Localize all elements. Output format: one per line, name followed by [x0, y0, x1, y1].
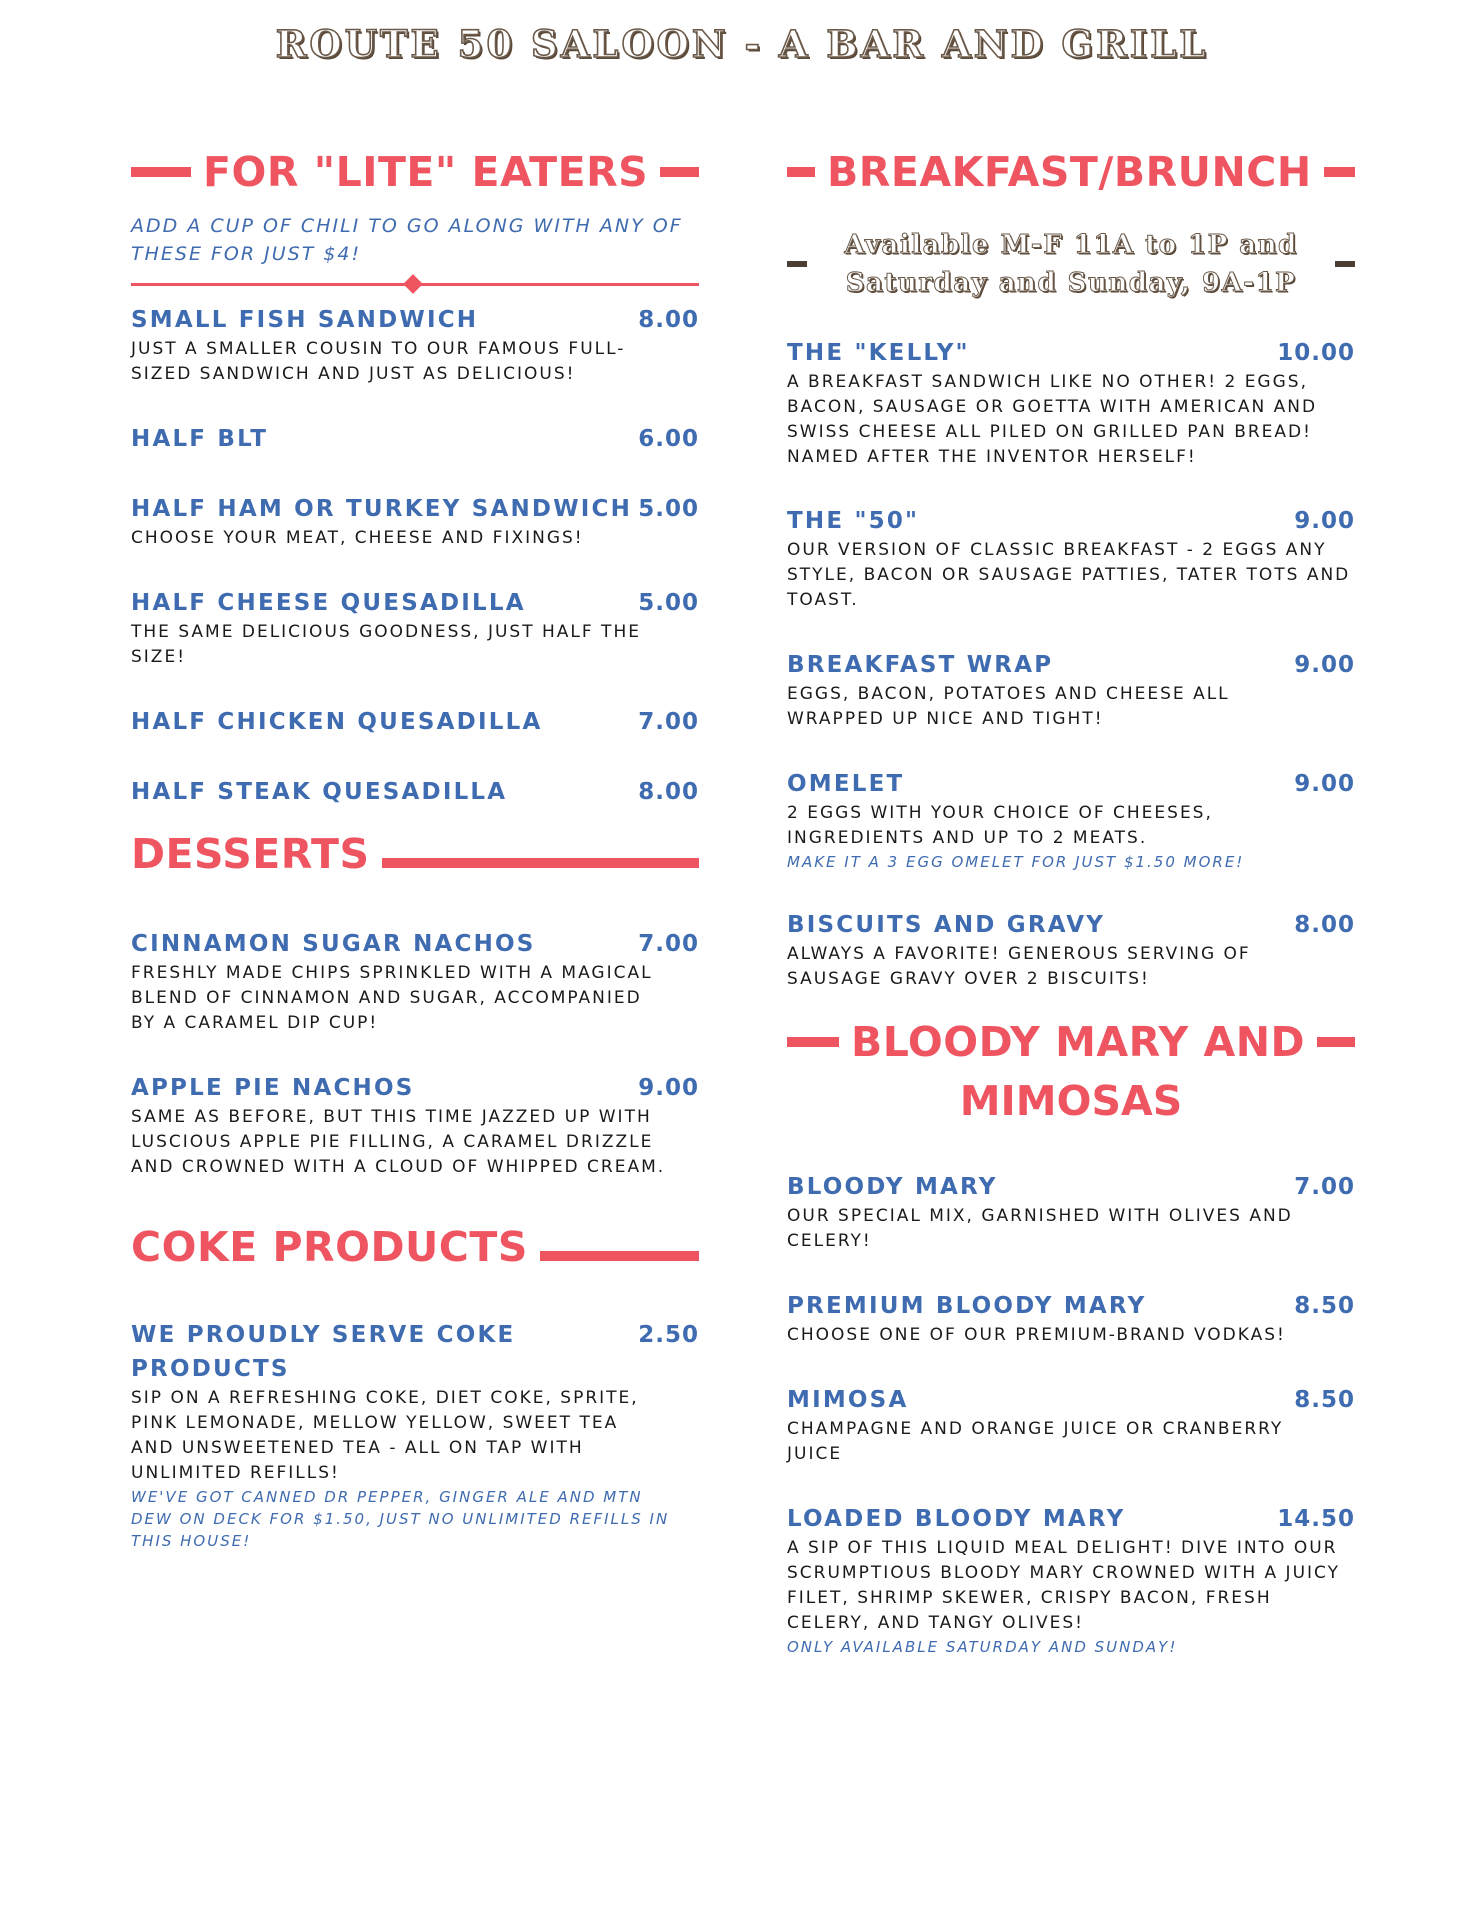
item-description: EGGS, BACON, POTATOES AND CHEESE ALL WRAPPED UP NICE AND TIGHT! — [787, 684, 1230, 729]
menu-item — [787, 767, 1355, 873]
item-note: WE'VE GOT CANNED DR PEPPER, GINGER ALE AND MTN DEW ON DECK FOR $1.50, JUST NO UNLIMITED REFILLS IN THIS HOUSE! — [131, 1488, 670, 1550]
divider-diamond — [403, 274, 423, 294]
heading-bar — [787, 1037, 839, 1047]
item-price: 9.00 — [1294, 771, 1355, 797]
item-description: OUR VERSION OF CLASSIC BREAKFAST - 2 EGGS ANY STYLE, BACON OR SAUSAGE PATTIES, TATER TOTS AND TOAST. — [787, 540, 1351, 610]
item-price: 8.50 — [1294, 1387, 1355, 1413]
page-title: ROUTE 50 SALOON - A BAR AND GRILL — [275, 22, 1209, 66]
item-price: 8.50 — [1294, 1293, 1355, 1319]
heading-bar — [660, 167, 699, 177]
menu-item — [131, 1071, 699, 1180]
menu-item — [131, 1318, 699, 1552]
item-price: 9.00 — [1294, 508, 1355, 534]
item-name: BLOODY MARY — [787, 1174, 998, 1200]
item-description: CHOOSE YOUR MEAT, CHEESE AND FIXINGS! — [131, 528, 584, 548]
menu-item — [131, 705, 699, 739]
heading-bar — [382, 858, 700, 868]
item-price: 14.50 — [1277, 1506, 1355, 1532]
item-name: CINNAMON SUGAR NACHOS — [131, 931, 536, 957]
item-price: 9.00 — [1294, 652, 1355, 678]
menu-item — [787, 1170, 1355, 1254]
menu-item — [131, 492, 699, 551]
section-heading-desserts — [131, 830, 699, 878]
item-price: 6.00 — [638, 426, 699, 452]
item-price: 9.00 — [638, 1075, 699, 1101]
item-description: CHAMPAGNE AND ORANGE JUICE OR CRANBERRY JUICE — [787, 1419, 1284, 1464]
item-name: THE "50" — [787, 508, 920, 534]
item-price: 7.00 — [638, 709, 699, 735]
menu-item — [787, 908, 1355, 992]
item-name: OMELET — [787, 771, 905, 797]
item-name: BISCUITS AND GRAVY — [787, 912, 1106, 938]
item-price: 10.00 — [1277, 340, 1355, 366]
item-name: APPLE PIE NACHOS — [131, 1075, 415, 1101]
item-description: SIP ON A REFRESHING COKE, DIET COKE, SPRITE, PINK LEMONADE, MELLOW YELLOW, SWEET TEA AND UNSWEETENED TEA - ALL ON TAP WITH UNLIMITED REFILLS! — [131, 1388, 639, 1483]
item-description: THE SAME DELICIOUS GOODNESS, JUST HALF THE SIZE! — [131, 622, 641, 667]
item-description: FRESHLY MADE CHIPS SPRINKLED WITH A MAGICAL BLEND OF CINNAMON AND SUGAR, ACCOMPANIED BY A CARAMEL DIP CUP! — [131, 963, 653, 1033]
section-heading-lite — [131, 148, 699, 196]
menu-item — [787, 1383, 1355, 1467]
item-name: HALF HAM OR TURKEY SANDWICH — [131, 496, 633, 522]
availability-notice — [787, 226, 1355, 302]
item-name: SMALL FISH SANDWICH — [131, 307, 479, 333]
menu-item — [787, 648, 1355, 732]
section-heading-breakfast — [787, 148, 1355, 196]
item-description: A BREAKFAST SANDWICH LIKE NO OTHER! 2 EGGS, BACON, SAUSAGE OR GOETTA WITH AMERICAN AND SWISS CHEESE ALL PILED ON GRILLED PAN BREAD! NAMED AFTER THE INVENTOR HERSELF! — [787, 372, 1318, 467]
item-name: THE "KELLY" — [787, 340, 970, 366]
menu-item — [787, 504, 1355, 613]
item-description: OUR SPECIAL MIX, GARNISHED WITH OLIVES AND CELERY! — [787, 1206, 1293, 1251]
bloody-heading-line2: MIMOSAS — [959, 1077, 1183, 1125]
heading-bar — [540, 1251, 699, 1261]
heading-bar — [787, 167, 815, 177]
availability-dash — [1335, 261, 1355, 267]
item-name: MIMOSA — [787, 1387, 909, 1413]
item-price: 8.00 — [638, 779, 699, 805]
lite-heading: FOR "LITE" EATERS — [203, 148, 649, 196]
item-name: WE PROUDLY SERVE COKE PRODUCTS — [131, 1322, 516, 1382]
availability-text: Available M-F 11A to 1P and Saturday and Sunday, 9A-1P — [844, 230, 1298, 298]
item-name: HALF CHEESE QUESADILLA — [131, 590, 526, 616]
item-price: 5.00 — [638, 496, 699, 522]
item-description: ALWAYS A FAVORITE! GENEROUS SERVING OF SAUSAGE GRAVY OVER 2 BISCUITS! — [787, 944, 1251, 989]
item-price: 2.50 — [638, 1322, 699, 1348]
item-price: 8.00 — [1294, 912, 1355, 938]
menu-item — [131, 927, 699, 1036]
item-note: MAKE IT A 3 EGG OMELET FOR JUST $1.50 MORE! — [787, 853, 1245, 871]
heading-bar — [131, 167, 191, 177]
menu-item — [787, 1502, 1355, 1658]
item-name: LOADED BLOODY MARY — [787, 1506, 1126, 1532]
item-description: 2 EGGS WITH YOUR CHOICE OF CHEESES, INGREDIENTS AND UP TO 2 MEATS. — [787, 803, 1213, 848]
item-description: SAME AS BEFORE, BUT THIS TIME JAZZED UP WITH LUSCIOUS APPLE PIE FILLING, A CARAMEL DRIZZLE AND CROWNED WITH A CLOUD OF WHIPPED CREAM. — [131, 1107, 666, 1177]
item-price: 5.00 — [638, 590, 699, 616]
availability-dash — [787, 261, 807, 267]
item-name: HALF CHICKEN QUESADILLA — [131, 709, 543, 735]
bloody-heading-line1: BLOODY MARY AND — [851, 1018, 1306, 1066]
menu-item — [787, 1289, 1355, 1348]
section-heading-bloody — [787, 1018, 1355, 1066]
item-price: 7.00 — [638, 931, 699, 957]
section-heading-coke — [131, 1223, 699, 1271]
menu-item — [131, 303, 699, 387]
item-price: 7.00 — [1294, 1174, 1355, 1200]
item-name: PREMIUM BLOODY MARY — [787, 1293, 1147, 1319]
menu-item — [131, 586, 699, 670]
item-name: BREAKFAST WRAP — [787, 652, 1054, 678]
item-name: HALF BLT — [131, 426, 269, 452]
item-name: HALF STEAK QUESADILLA — [131, 779, 508, 805]
item-description: JUST A SMALLER COUSIN TO OUR FAMOUS FULL-SIZED SANDWICH AND JUST AS DELICIOUS! — [131, 339, 626, 384]
coke-heading: COKE PRODUCTS — [131, 1223, 528, 1271]
menu-item — [131, 775, 699, 809]
item-price: 8.00 — [638, 307, 699, 333]
item-description: CHOOSE ONE OF OUR PREMIUM-BRAND VODKAS! — [787, 1325, 1286, 1345]
menu-item — [131, 422, 699, 456]
lite-subtitle: ADD A CUP OF CHILI TO GO ALONG WITH ANY OF THESE FOR JUST $4! — [131, 215, 683, 265]
desserts-heading: DESSERTS — [131, 830, 370, 878]
menu-item — [787, 336, 1355, 470]
heading-bar — [1324, 167, 1355, 177]
heading-bar — [1317, 1037, 1355, 1047]
item-description: A SIP OF THIS LIQUID MEAL DELIGHT! DIVE INTO OUR SCRUMPTIOUS BLOODY MARY CROWNED WITH A JUICY FILET, SHRIMP SKEWER, CRISPY BACON, FRESH CELERY, AND TANGY OLIVES! — [787, 1538, 1340, 1633]
item-note: ONLY AVAILABLE SATURDAY AND SUNDAY! — [787, 1638, 1178, 1656]
breakfast-heading: BREAKFAST/BRUNCH — [827, 148, 1312, 196]
